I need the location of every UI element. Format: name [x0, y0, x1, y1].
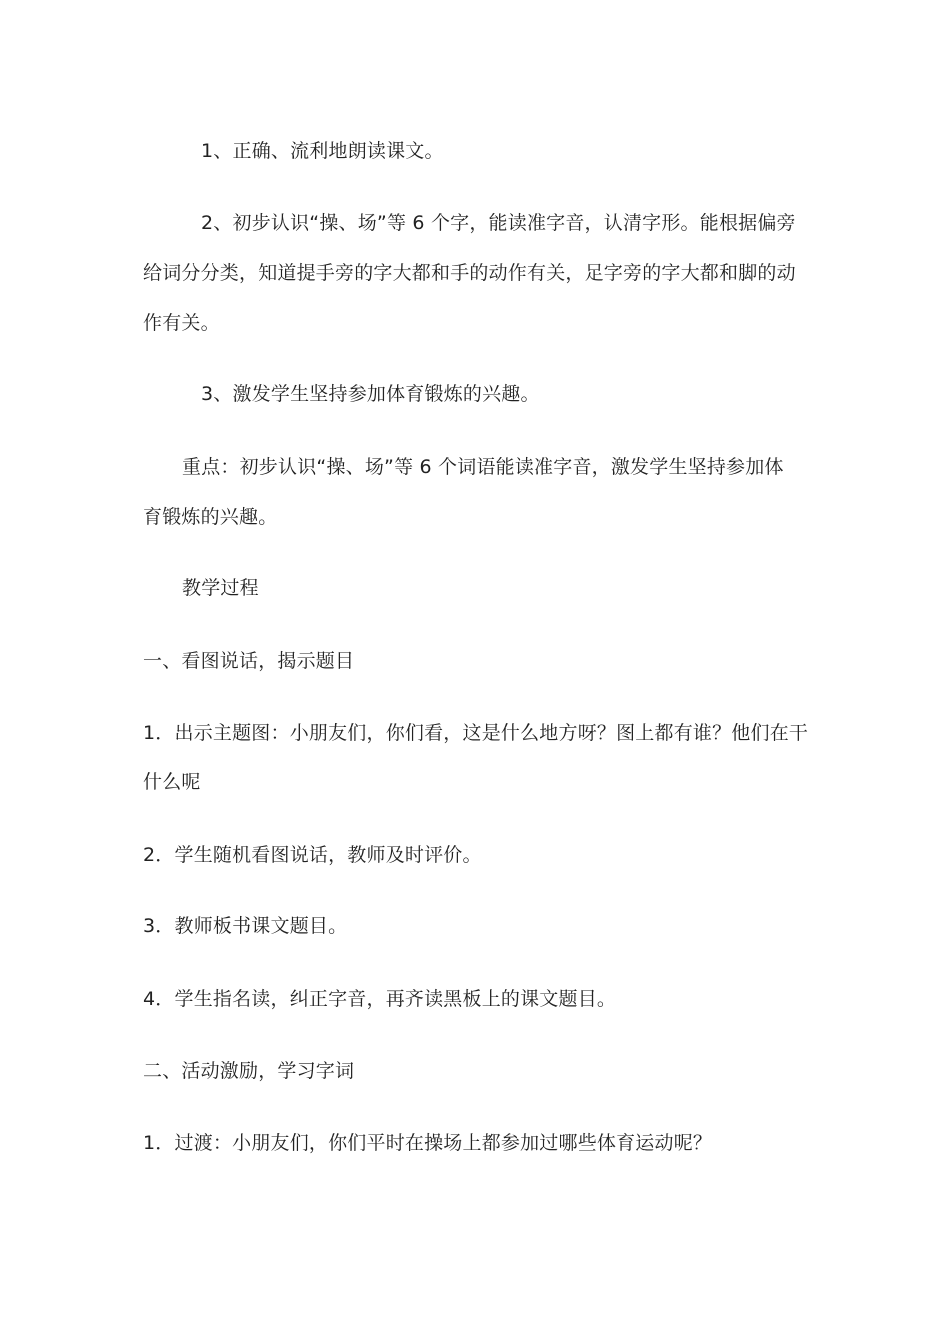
objective-3: 3、激发学生坚持参加体育锻炼的兴趣。	[201, 383, 540, 405]
key-points-line-2: 育锻炼的兴趣。	[143, 506, 278, 528]
key-points-line-1: 重点：初步认识“操、场”等 6 个词语能读准字音，激发学生坚持参加体	[182, 456, 784, 478]
step-1-line-1: 1．出示主题图：小朋友们，你们看，这是什么地方呀？图上都有谁？他们在干	[143, 722, 809, 744]
section-heading-teaching-process: 教学过程	[182, 577, 259, 599]
step-1-line-2: 什么呢	[143, 771, 201, 793]
section-heading-part-1: 一、看图说话，揭示题目	[143, 650, 355, 672]
objective-2-line-2: 给词分分类，知道提手旁的字大都和手的动作有关，足字旁的字大都和脚的动	[143, 262, 796, 284]
objective-2-line-1: 2、初步认识“操、场”等 6 个字，能读准字音，认清字形。能根据偏旁	[201, 212, 796, 234]
part-2-step-1: 1．过渡：小朋友们，你们平时在操场上都参加过哪些体育运动呢？	[143, 1132, 713, 1154]
step-2: 2．学生随机看图说话，教师及时评价。	[143, 844, 482, 866]
objective-1: 1、正确、流利地朗读课文。	[201, 140, 444, 162]
section-heading-part-2: 二、活动激励，学习字词	[143, 1060, 355, 1082]
step-4: 4．学生指名读，纠正字音，再齐读黑板上的课文题目。	[143, 988, 617, 1010]
step-3: 3．教师板书课文题目。	[143, 915, 348, 937]
objective-2-line-3: 作有关。	[143, 312, 220, 334]
